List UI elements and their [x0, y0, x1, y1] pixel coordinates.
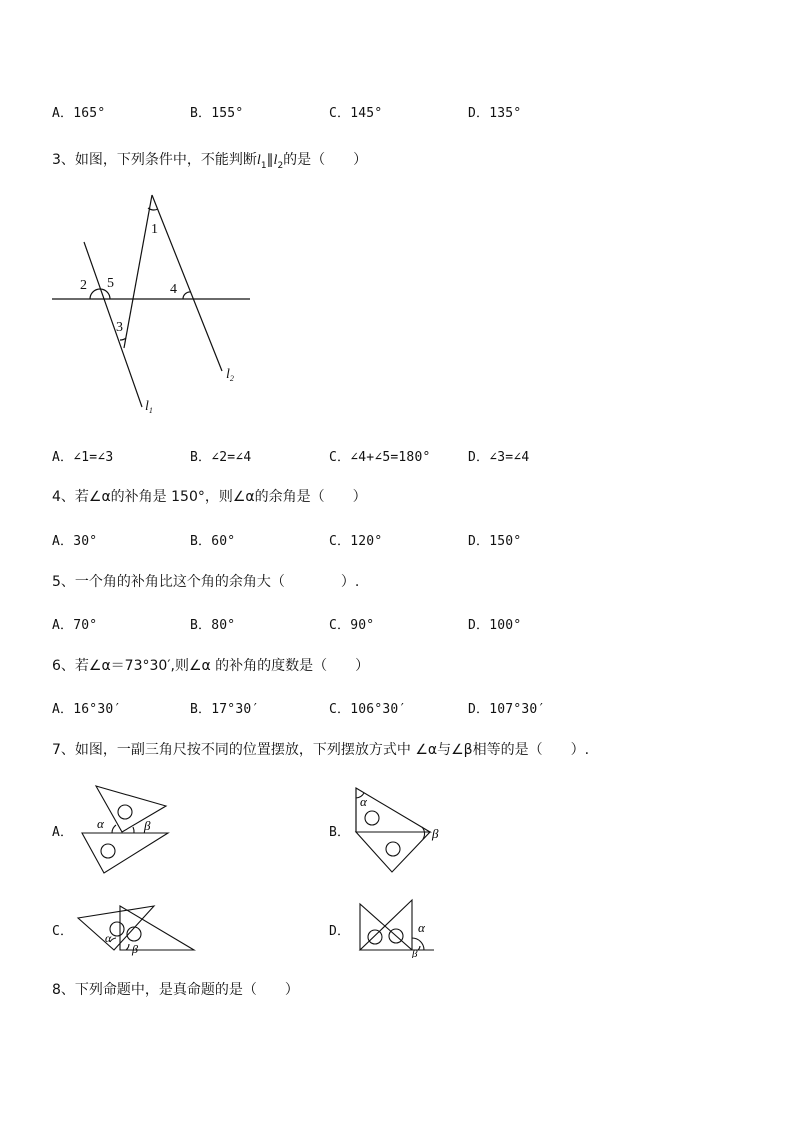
q3-label-3: 3 — [116, 320, 123, 335]
q7-option-c-letter: C． — [52, 924, 74, 939]
q6-option-b: B．17°30′ — [190, 702, 260, 717]
q5-stem: 5、一个角的补角比这个角的余角大（ ）. — [52, 574, 360, 590]
q7-figure-b — [350, 782, 450, 878]
q6-stem: 6、若∠α＝73°30′,则∠α 的补角的度数是（ ） — [52, 658, 370, 674]
q7-d-alpha-label: α — [418, 920, 425, 935]
q2-option-a: A．165° — [52, 106, 106, 121]
q5-option-d: D．100° — [468, 618, 522, 633]
q7-b-circle-upper — [365, 811, 379, 825]
q3-figure — [40, 185, 270, 420]
q7-a-alpha-label: α — [97, 816, 104, 831]
q7-b-alpha-label: α — [360, 794, 367, 809]
q7-b-beta-label: β — [432, 826, 439, 841]
q3-option-d: D．∠3=∠4 — [468, 450, 530, 465]
q7-c-slanted-triangle — [78, 906, 154, 950]
q7-figure-a — [76, 780, 176, 878]
q7-stem: 7、如图，一副三角尺按不同的位置摆放，下列摆放方式中 ∠α与∠β相等的是（ ）. — [52, 742, 590, 758]
q3-line-l1 — [84, 242, 142, 407]
q7-b-lower-triangle — [356, 832, 430, 872]
q7-a-arc-beta — [133, 827, 134, 833]
q3-option-a: A．∠1=∠3 — [52, 450, 114, 465]
q7-option-b-letter: B． — [329, 825, 351, 840]
q7-c-arc-beta — [126, 944, 129, 950]
q7-a-arc-alpha — [112, 825, 116, 833]
q7-option-d-letter: D． — [329, 924, 351, 939]
q3-arc-angle-4 — [183, 292, 191, 299]
q7-b-upper-triangle — [356, 788, 430, 832]
q3-label-1: 1 — [151, 222, 158, 237]
q3-label-l1: $l_1$ — [145, 399, 153, 415]
q4-option-b: B．60° — [190, 534, 236, 549]
q4-stem: 4、若∠α的补角是 150°，则∠α的余角是（ ） — [52, 489, 367, 505]
q3-label-4: 4 — [170, 282, 177, 297]
q3-label-l2: $l_2$ — [226, 367, 234, 383]
q2-option-d: D．135° — [468, 106, 522, 121]
q3-label-5: 5 — [107, 276, 114, 291]
q2-option-c: C．145° — [329, 106, 383, 121]
q3-option-c: C．∠4+∠5=180° — [329, 450, 431, 465]
q7-figure-c — [74, 900, 200, 956]
q4-option-a: A．30° — [52, 534, 98, 549]
q3-label-2: 2 — [80, 278, 87, 293]
q3-option-b: B．∠2=∠4 — [190, 450, 252, 465]
q4-option-c: C．120° — [329, 534, 383, 549]
q5-option-a: A．70° — [52, 618, 98, 633]
q6-option-a: A．16°30′ — [52, 702, 122, 717]
q6-option-c: C．106°30′ — [329, 702, 407, 717]
q3-line-l2 — [152, 195, 222, 371]
q7-c-beta-label: β — [132, 942, 138, 956]
q3-stem: 3、如图，下列条件中，不能判断$l_1\parallel l_2$的是（ ） — [52, 152, 368, 171]
q7-c-circle-left — [110, 922, 124, 936]
q4-option-d: D．150° — [468, 534, 522, 549]
q6-option-d: D．107°30′ — [468, 702, 546, 717]
q7-figure-d — [354, 896, 440, 958]
q7-b-circle-lower — [386, 842, 400, 856]
q5-option-b: B．80° — [190, 618, 236, 633]
q7-d-arc-beta — [418, 946, 420, 950]
q3-transversal — [124, 195, 152, 348]
q7-d-circle-left — [368, 930, 382, 944]
q7-option-a-letter: A． — [52, 825, 74, 840]
q7-a-circle-upper — [118, 805, 132, 819]
q2-option-b: B．155° — [190, 106, 244, 121]
q5-option-c: C．90° — [329, 618, 375, 633]
q7-a-lower-triangle — [82, 833, 168, 873]
q7-a-beta-label: β — [144, 818, 151, 833]
q7-c-alpha-label: α — [105, 931, 112, 945]
q7-a-circle-lower — [101, 844, 115, 858]
q7-d-beta-label: β — [412, 948, 418, 958]
q8-stem: 8、下列命题中，是真命题的是（ ） — [52, 982, 299, 998]
